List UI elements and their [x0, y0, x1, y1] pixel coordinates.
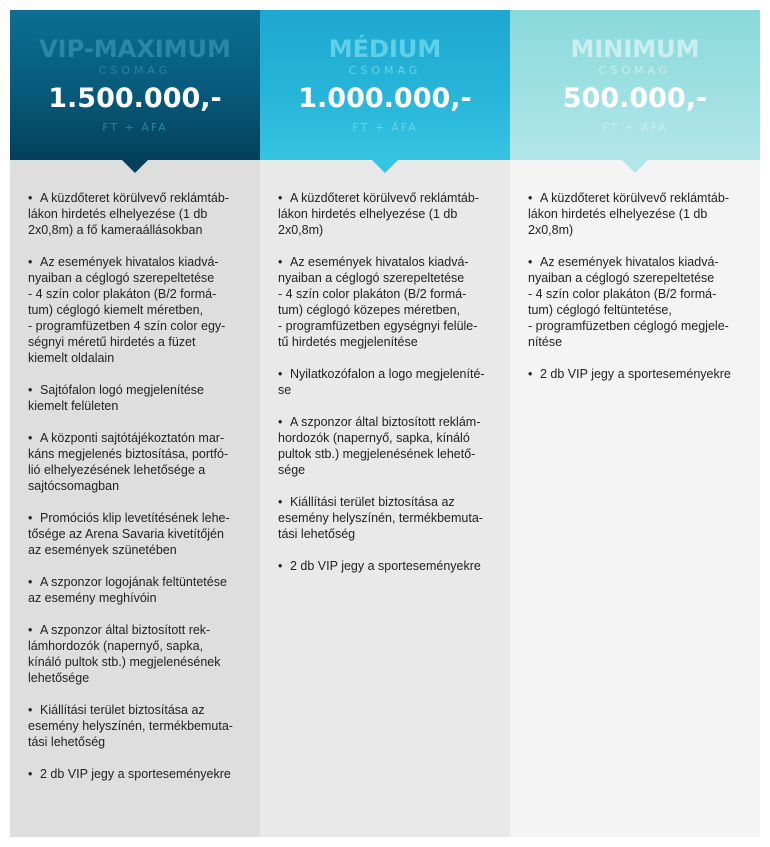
feature-text: Nyilatkozófalon a logo megjeleníté- se: [278, 367, 485, 397]
feature-item: [278, 414, 492, 478]
plan-price: 1.000.000,-: [298, 83, 472, 114]
plan-medium: [260, 10, 510, 837]
feature-text: Kiállítási terület biztosítása az esemény helyszínén, termékbemuta- tási lehetőség: [28, 703, 233, 749]
feature-text: A küzdőteret körülvevő reklámtáb- lákon hirdetés elhelyezése (1 db 2x0,8m): [528, 191, 729, 237]
feature-text: A szponzor logojának feltüntetése az esemény meghívóin: [28, 575, 227, 605]
bullet-icon: •: [528, 367, 533, 381]
plan-feature-list: [510, 160, 760, 837]
plan-minimum: [510, 10, 760, 837]
plan-price-unit: FT + ÁFA: [602, 121, 668, 134]
feature-item: [28, 382, 242, 414]
header-pointer-arrow: [372, 160, 398, 173]
plan-feature-list: [10, 160, 260, 837]
bullet-icon: •: [28, 255, 33, 269]
feature-text: Az események hivatalos kiadvá- nyaiban a céglogó szerepeltetése - 4 szín color plakáton (B/2 formá- tum) céglogó közepes méretben, - programfüzetben egységnyi felüle- tű hirdetés megjelenítése: [278, 255, 478, 349]
bullet-icon: •: [278, 495, 283, 509]
feature-item: [28, 190, 242, 238]
bullet-icon: •: [28, 383, 33, 397]
plan-subtitle: CSOMAG: [348, 64, 422, 77]
feature-item: [278, 254, 492, 350]
feature-item: [528, 190, 742, 238]
bullet-icon: •: [278, 255, 283, 269]
bullet-icon: •: [28, 623, 33, 637]
bullet-icon: •: [28, 431, 33, 445]
plan-subtitle: CSOMAG: [98, 64, 172, 77]
feature-text: A szponzor által biztosított rek- lámhordozók (napernyő, sapka, kínáló pultok stb.) megjelenésének lehetősége: [28, 623, 221, 685]
bullet-icon: •: [278, 415, 283, 429]
plan-vip-maximum: [10, 10, 260, 837]
feature-text: 2 db VIP jegy a sporteseményekre: [540, 367, 731, 381]
bullet-icon: •: [28, 191, 33, 205]
plan-name: MÉDIUM: [328, 35, 442, 63]
feature-text: A szponzor által biztosított reklám- hordozók (napernyő, sapka, kínáló pultok stb.) megjelenésének lehető- sége: [278, 415, 481, 477]
feature-text: Sajtófalon logó megjelenítése kiemelt felületen: [28, 383, 205, 413]
feature-text: A központi sajtótájékoztatón mar- káns megjelenés biztosítása, portfó- lió elhelyezésének lehetősége a sajtócsomagban: [28, 431, 229, 493]
header-pointer-arrow: [622, 160, 648, 173]
feature-item: [28, 574, 242, 606]
bullet-icon: •: [278, 559, 283, 573]
plan-header: [510, 10, 760, 160]
plan-header: [260, 10, 510, 160]
plan-header: [10, 10, 260, 160]
feature-item: [278, 558, 492, 574]
bullet-icon: •: [28, 767, 33, 781]
bullet-icon: •: [528, 255, 533, 269]
feature-text: A küzdőteret körülvevő reklámtáb- lákon hirdetés elhelyezése (1 db 2x0,8m) a fő kameraállásokban: [28, 191, 229, 237]
bullet-icon: •: [278, 191, 283, 205]
plan-price: 1.500.000,-: [48, 83, 222, 114]
bullet-icon: •: [28, 511, 33, 525]
feature-text: A küzdőteret körülvevő reklámtáb- lákon hirdetés elhelyezése (1 db 2x0,8m): [278, 191, 479, 237]
feature-item: [528, 254, 742, 350]
feature-item: [278, 190, 492, 238]
bullet-icon: •: [278, 367, 283, 381]
feature-item: [28, 254, 242, 366]
feature-text: Az események hivatalos kiadvá- nyaiban a céglogó szerepeltetése - 4 szín color plakáton (B/2 formá- tum) céglogó kiemelt méretben, - programfüzetben 4 szín color egy- ségnyi méretű hirdetés a füzet kiemelt oldalain: [28, 255, 226, 365]
feature-text: Kiállítási terület biztosítása az esemény helyszínén, termékbemuta- tási lehetőség: [278, 495, 483, 541]
feature-item: [28, 702, 242, 750]
bullet-icon: •: [28, 703, 33, 717]
pricing-table: [10, 10, 760, 837]
feature-text: 2 db VIP jegy a sporteseményekre: [40, 767, 231, 781]
plan-price-unit: FT + ÁFA: [102, 121, 168, 134]
plan-subtitle: CSOMAG: [598, 64, 672, 77]
header-pointer-arrow: [122, 160, 148, 173]
plan-feature-list: [260, 160, 510, 837]
feature-text: 2 db VIP jegy a sporteseményekre: [290, 559, 481, 573]
feature-item: [28, 766, 242, 782]
feature-item: [278, 494, 492, 542]
feature-text: Az események hivatalos kiadvá- nyaiban a céglogó szerepeltetése - 4 szín color plakáton (B/2 formá- tum) céglogó feltüntetése, - programfüzetben céglogó megjele- nítése: [528, 255, 729, 349]
bullet-icon: •: [528, 191, 533, 205]
feature-item: [28, 510, 242, 558]
feature-item: [28, 430, 242, 494]
feature-text: Promóciós klip levetítésének lehe- tősége az Arena Savaria kivetítőjén az események szünetében: [28, 511, 230, 557]
feature-item: [28, 622, 242, 686]
plan-name: MINIMUM: [570, 35, 700, 63]
plan-price: 500.000,-: [562, 83, 708, 114]
plan-name: VIP-MAXIMUM: [39, 35, 231, 63]
bullet-icon: •: [28, 575, 33, 589]
feature-item: [278, 366, 492, 398]
feature-item: [528, 366, 742, 382]
plan-price-unit: FT + ÁFA: [352, 121, 418, 134]
